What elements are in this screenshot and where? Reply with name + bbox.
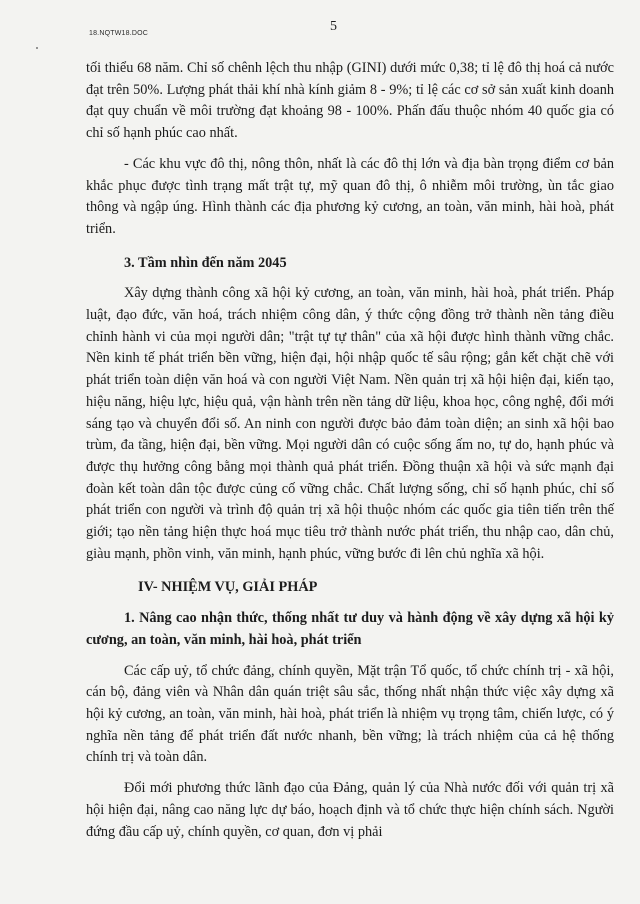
scan-speck bbox=[36, 47, 38, 49]
paragraph-urban-areas: - Các khu vực đô thị, nông thôn, nhất là các đô thị lớn và địa bàn trọng điểm cơ bản khắc phục được tình trạng mất trật tự, mỹ quan đô thị, ô nhiễm môi trường, ùn tắc giao thông và ngập úng. Hình thành các địa phương kỷ cương, an toàn, văn minh, hài hoà, phát triển. bbox=[86, 155, 614, 237]
paragraph-leadership-innovation: Đổi mới phương thức lãnh đạo của Đảng, quản lý của Nhà nước đối với quản trị xã hội hiện đại, nâng cao năng lực dự báo, hoạch định và tổ chức thực hiện chính sách. Người đứng đầu cấp uỷ, chính quyền, cơ quan, đơn vị phải bbox=[86, 780, 614, 840]
paragraph-awareness: Các cấp uỷ, tổ chức đảng, chính quyền, Mặt trận Tổ quốc, tổ chức chính trị - xã hội, cán bộ, đảng viên và Nhân dân quán triệt sâu sắc, thống nhất nhận thức việc xây dựng xã hội kỷ cương, an toàn, văn minh, hài hoà, phát triển là nhiệm vụ trọng tâm, chiến lược, có ý nghĩa nền tảng để phát triển đất nước nhanh, bền vững; là trách nhiệm của cả hệ thống chính trị và toàn dân. bbox=[86, 662, 614, 766]
document-code: 18.NQTW18.DOC bbox=[89, 30, 148, 37]
document-body bbox=[86, 58, 614, 843]
paragraph-vision-2045: Xây dựng thành công xã hội kỷ cương, an toàn, văn minh, hài hoà, phát triển. Pháp luật, đạo đức, văn hoá, trách nhiệm công dân, ý thức cộng đồng trở thành nền tảng điều chỉnh hành vi của mọi người dân; "trật tự tự thân" của xã hội được hình thành vững chắc. Nền kinh tế phát triển bền vững, hiện đại, hội nhập quốc tế sâu rộng; gắn kết chặt chẽ với phát triển toàn diện văn hoá và con người Việt Nam. Nền quản trị xã hội hiện đại, kiến tạo, hiệu năng, hiệu lực, hiệu quả, vận hành trên nền tảng dữ liệu, khoa học, công nghệ, đổi mới sáng tạo và chuyển đổi số. An ninh con người được bảo đảm toàn diện; an sinh xã hội bao trùm, đa tầng, hiện đại, bền vững. Mọi người dân có cuộc sống ấm no, tự do, hạnh phúc và được thụ hưởng công bằng mọi thành quả phát triển. Đồng thuận xã hội và sức mạnh đại đoàn kết toàn dân tộc được củng cố vững chắc. Chất lượng sống, chỉ số hạnh phúc, chỉ số phát triển con người và trình độ quản trị xã hội thuộc nhóm các quốc gia tiên tiến trên thế giới; tạo nền tảng hiện thực hoá mục tiêu trở thành nước phát triển, thu nhập cao, dân chủ, giàu mạnh, phồn vinh, văn minh, hạnh phúc, vững bước đi lên chủ nghĩa xã hội. bbox=[86, 285, 614, 562]
paragraph-gini-targets: tối thiểu 68 năm. Chỉ số chênh lệch thu nhập (GINI) dưới mức 0,38; tỉ lệ đô thị hoá cả nước đạt trên 50%. Lượng phát thải khí nhà kính giảm 8 - 9%; tỉ lệ các cơ sở sản xuất kinh doanh đạt quy chuẩn về môi trường đạt khoảng 98 - 100%. Phấn đấu thuộc nhóm 40 quốc gia có chỉ số hạnh phúc cao nhất. bbox=[86, 60, 614, 142]
page-number: 5 bbox=[330, 19, 337, 34]
heading-tasks-solutions: IV- NHIỆM VỤ, GIẢI PHÁP bbox=[138, 579, 318, 596]
heading-vision-2045: 3. Tầm nhìn đến năm 2045 bbox=[124, 254, 287, 271]
heading-task-1: 1. Nâng cao nhận thức, thống nhất tư duy và hành động về xây dựng xã hội kỷ cương, an toàn, văn minh, hài hoà, phát triển bbox=[86, 610, 614, 648]
